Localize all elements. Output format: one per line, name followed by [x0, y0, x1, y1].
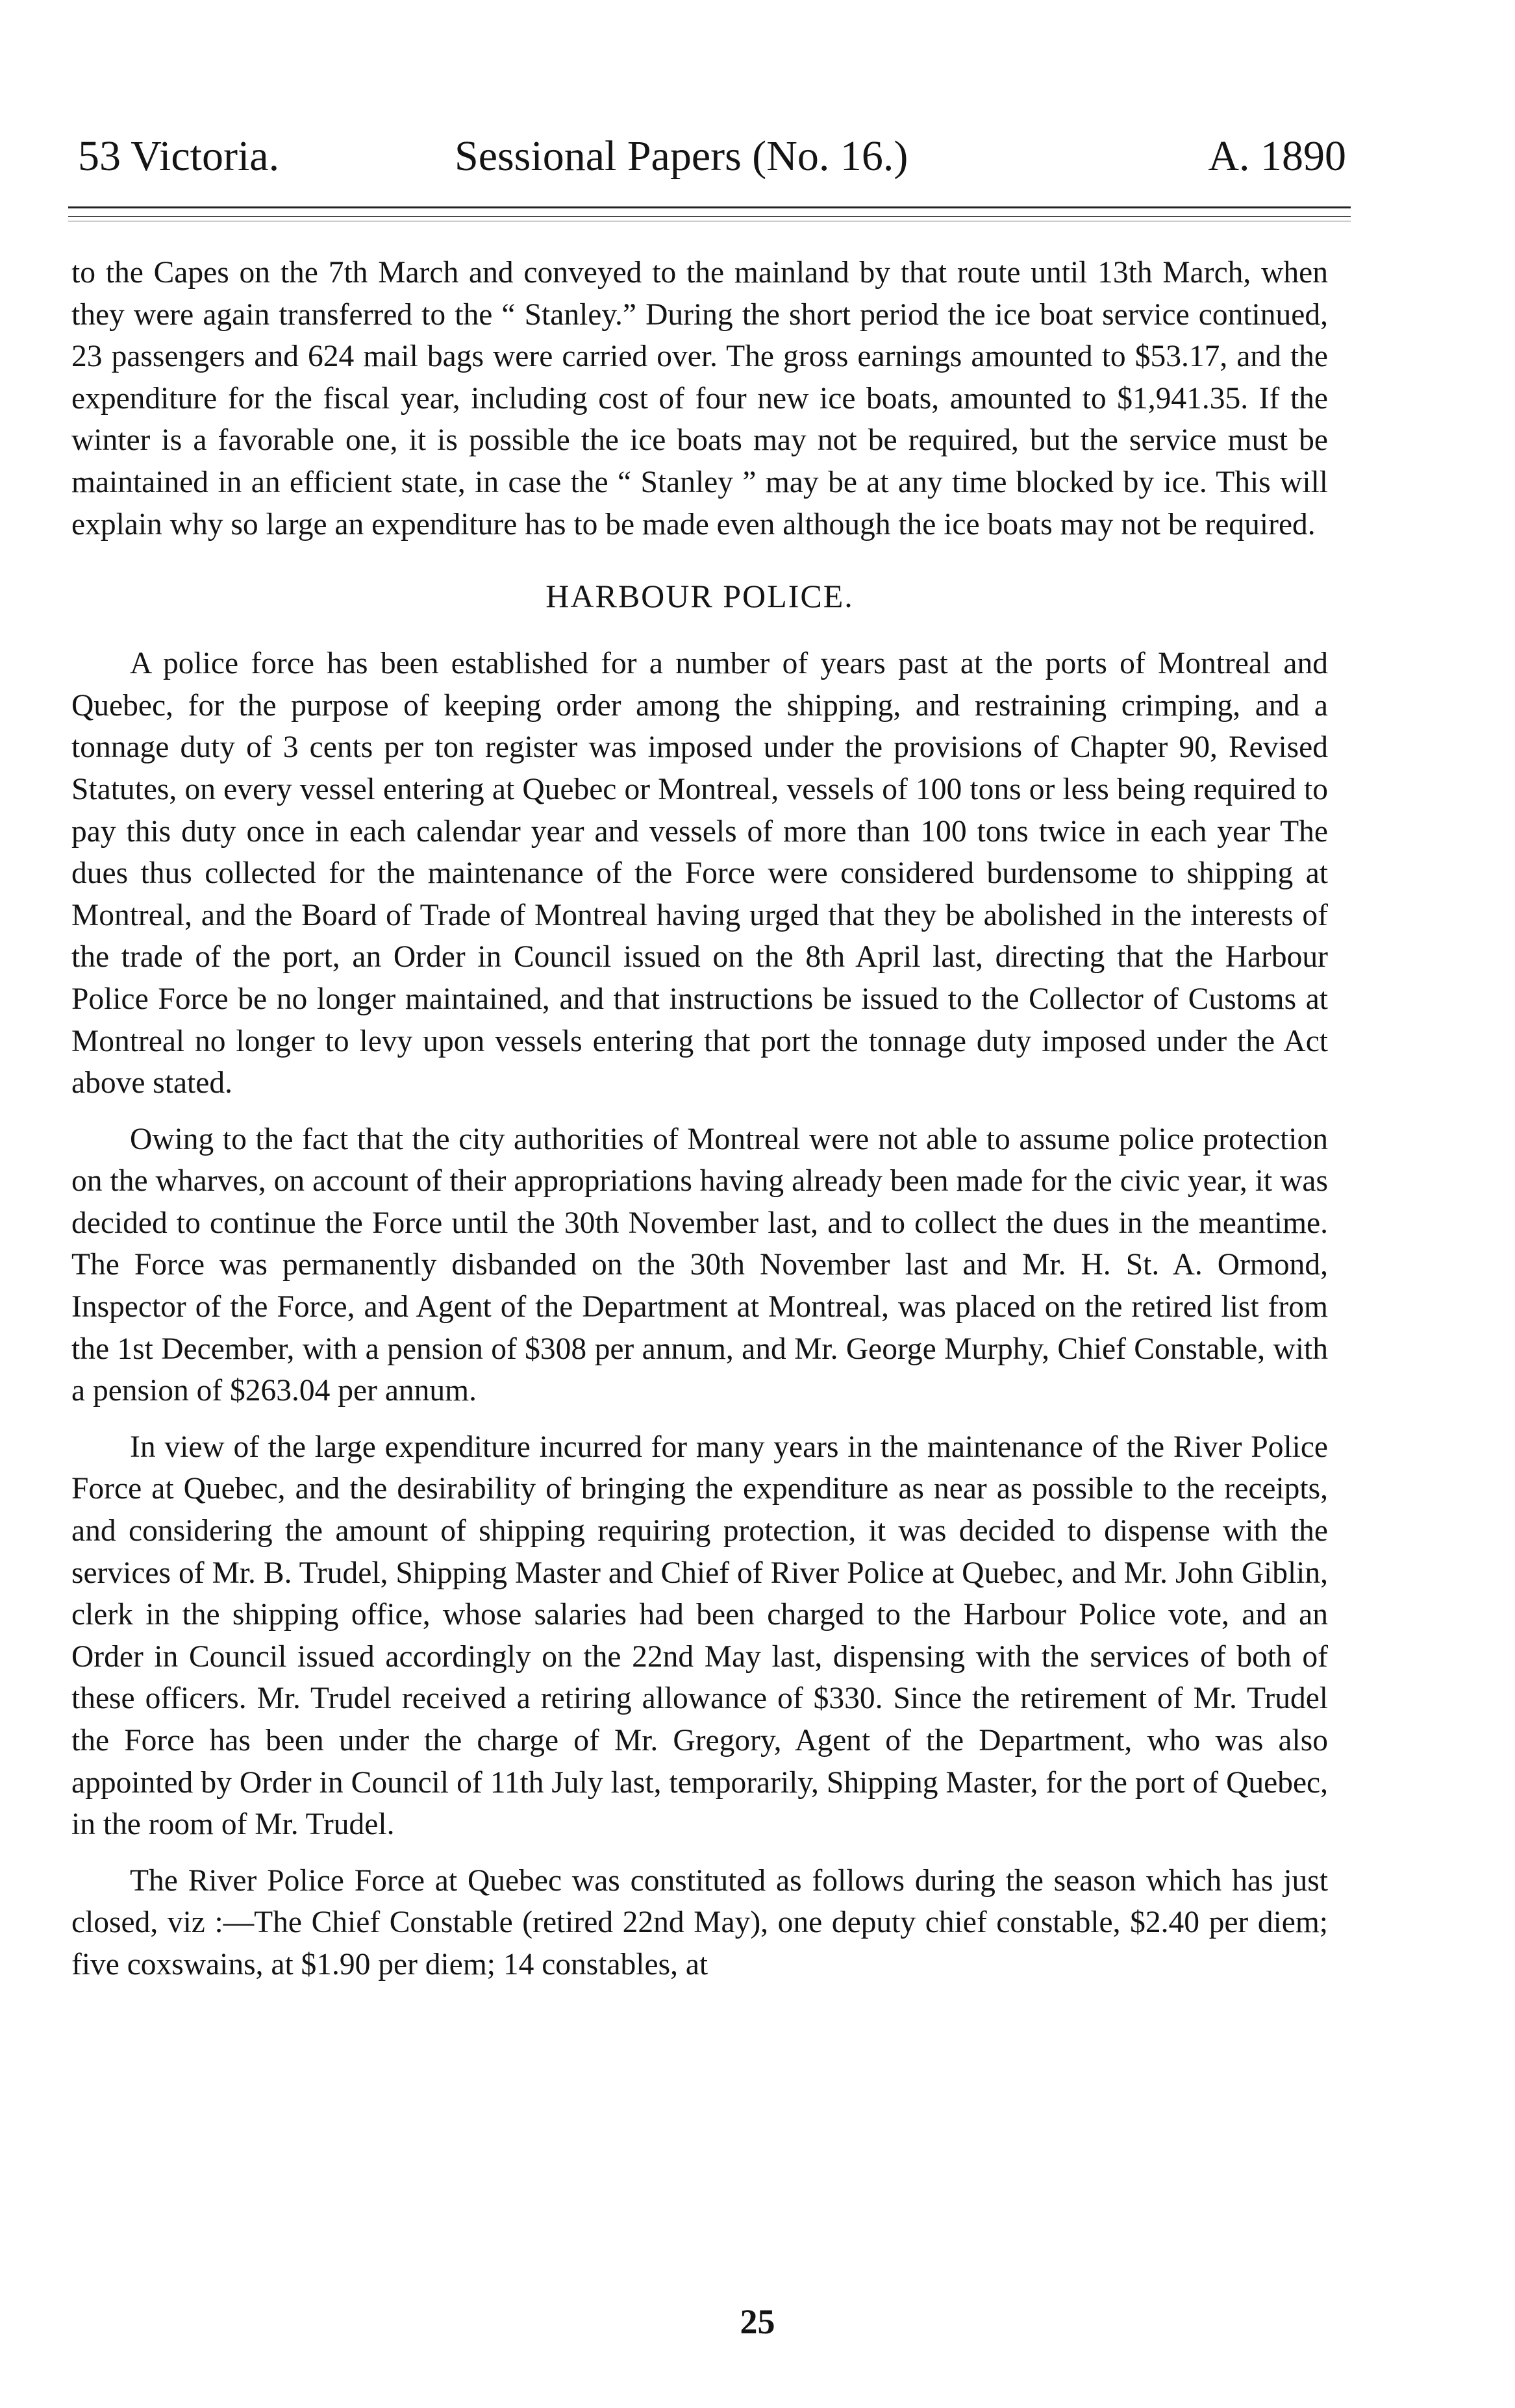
paragraph-police-force-established: A police force has been established for a number of years past at the ports of Montreal and Quebec, for the purpose of keeping order among the shipping, and restraining crimping, and a tonnage duty of 3 cents per ton register was imposed under the provisions of Chapter 90, Revised Statutes, on every vessel entering at Quebec or Montreal, vessels of 100 tons or less being required to pay this duty once in each calendar year and vessels of more than 100 tons twice in each year The dues thus collected for the maintenance of the Force were considered burdensome to shipping at Montreal, and the Board of Trade of Montreal having urged that they be abolished in the interests of the trade of the port, an Order in Council issued on the 8th April last, directing that the Harbour Police Force be no longer maintained, and that instructions be issued to the Collector of Customs at Montreal no longer to levy upon vessels entering that port the tonnage duty imposed under the Act above stated.	[71, 647, 1328, 1100]
paragraph-force-disbanded: Owing to the fact that the city authorities of Montreal were not able to assume police protection on the wharves, on account of their appropriations having already been made for the civic year, it was decided to continue the Force until the 30th November last, and to collect the dues in the meantime. The Force was permanently disbanded on the 30th November last and Mr. H. St. A. Ormond, Inspector of the Force, and Agent of the Department at Montreal, was placed on the retired list from the 1st December, with a pension of $308 per annum, and Mr. George Murphy, Chief Constable, with a pension of $263.04 per annum.	[71, 1122, 1328, 1408]
paragraph-force-constitution: The River Police Force at Quebec was constituted as follows during the season which has just closed, viz :—The Chief Constable (retired 22nd May), one deputy chief constable, $2.40 per diem; five coxswains, at $1.90 per diem; 14 constables, at	[71, 1863, 1328, 1981]
page-body	[71, 252, 1328, 1986]
header-rule-thick	[68, 206, 1351, 208]
paragraph-river-police-quebec: In view of the large expenditure incurred for many years in the maintenance of the River Police Force at Quebec, and the desirability of bringing the expenditure as near as possible to the receipts, and considering the amount of shipping requiring protection, it was decided to dispense with the services of Mr. B. Trudel, Shipping Master and Chief of River Police at Quebec, and Mr. John Giblin, clerk in the shipping office, whose salaries had been charged to the Harbour Police vote, and an Order in Council issued accordingly on the 22nd May last, dispensing with the services of both of these officers. Mr. Trudel received a retiring allowance of $330. Since the retirement of Mr. Trudel the Force has been under the charge of Mr. Gregory, Agent of the Department, who was also appointed by Order in Council of 11th July last, temporarily, Shipping Master, for the port of Quebec, in the room of Mr. Trudel.	[71, 1430, 1328, 1842]
header-rule-thin	[68, 216, 1351, 217]
header-title: Sessional Papers (No. 16.)	[455, 132, 908, 180]
header-session: 53 Victoria.	[78, 132, 280, 180]
page-number: 25	[740, 2302, 775, 2341]
section-heading-harbour-police: HARBOUR POLICE.	[545, 578, 854, 615]
paragraph-ice-boat-service: to the Capes on the 7th March and conveyed to the mainland by that route until 13th March, when they were again transferred to the “ Stanley.” During the short period the ice boat service continued, 23 passengers and 624 mail bags were carried over. The gross earnings amounted to $53.17, and the expenditure for the fiscal year, including cost of four new ice boats, amounted to $1,941.35. If the winter is a favorable one, it is possible the ice boats may not be required, but the service must be maintained in an efficient state, in case the “ Stanley ” may be at any time blocked by ice. This will explain why so large an expenditure has to be made even although the ice boats may not be required.	[71, 256, 1328, 541]
running-header	[78, 127, 1346, 186]
header-year: A. 1890	[1208, 132, 1346, 180]
